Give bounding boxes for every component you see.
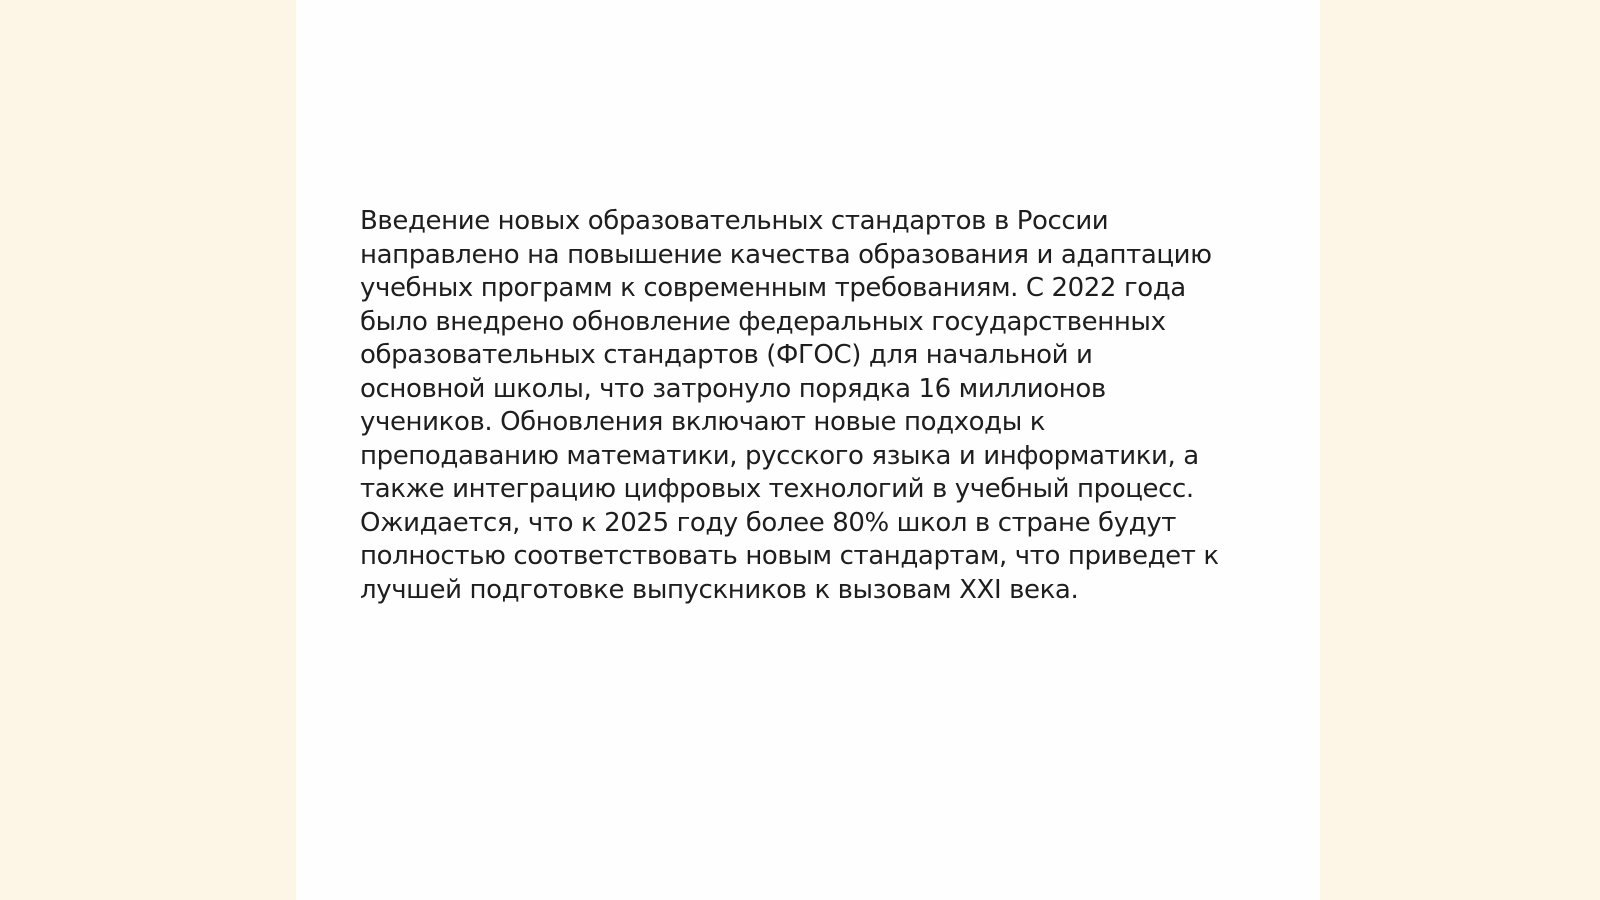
- body-paragraph: [360, 205, 1260, 607]
- paragraph-line: Ожидается, что к 2025 году более 80% школ в стране будут: [360, 507, 1176, 538]
- paragraph-line: учеников. Обновления включают новые подходы к: [360, 407, 1046, 437]
- paragraph-line: образовательных стандартов (ФГОС) для начальной и: [360, 340, 1093, 370]
- document-page: [296, 0, 1320, 900]
- paragraph-line: учебных программ к современным требованиям. С 2022 года: [360, 273, 1186, 303]
- paragraph-line: преподаванию математики, русского языка и информатики, а: [360, 440, 1199, 471]
- paragraph-line: полностью соответствовать новым стандартам, что приведет к: [360, 541, 1219, 571]
- paragraph-line: Введение новых образовательных стандартов в России: [360, 206, 1109, 236]
- paragraph-line: было внедрено обновление федеральных государственных: [360, 306, 1166, 337]
- paragraph-line: лучшей подготовке выпускников к вызовам XXI века.: [360, 574, 1079, 605]
- paragraph-line: основной школы, что затронуло порядка 16 миллионов: [360, 373, 1106, 404]
- paragraph-line: также интеграцию цифровых технологий в учебный процесс.: [360, 474, 1194, 504]
- paragraph-line: направлено на повышение качества образования и адаптацию: [360, 239, 1212, 270]
